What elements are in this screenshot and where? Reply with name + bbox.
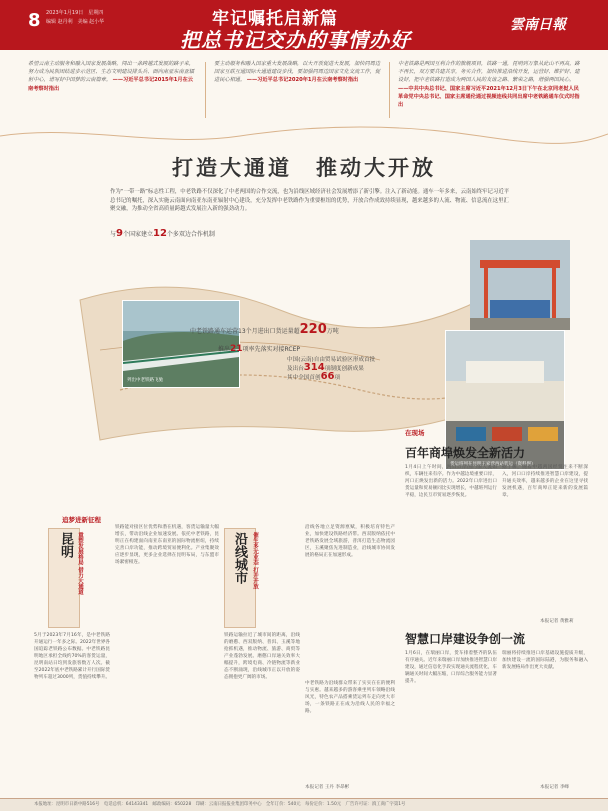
ftz-stat bbox=[287, 356, 467, 382]
stat-number: 66 bbox=[320, 371, 335, 382]
divider bbox=[205, 62, 206, 118]
photo-caption: 列出中老铁路飞驰 bbox=[127, 378, 163, 383]
intro-paragraph: 作为“一带一路”标志性工程，中老铁路不仅深化了中老两国的合作交流，也为沿线区域经济社会发展增添了新引擎。注入了新动能。通车一年多来，云南始终牢记习近平总书记的嘱托，深入实施云南面向南亚东南亚辐射中心建设，充分发挥中老铁路作为重要枢纽的优势，开放合作成效持续显现，越来越多的人流、物流、信息流在这里汇聚交融，为推动全省高质量跨越式发展注入新的强劲动力。 bbox=[110, 189, 510, 213]
quote-3 bbox=[398, 60, 582, 109]
stat-label: 推出 bbox=[218, 346, 231, 353]
photo-caption: 货运班列在昆明王家营西站装运（资料图） bbox=[450, 462, 536, 467]
article-column: 1月4日上午时间，河口口岸国门前人流如织，车辆往来有序。作为中越边境重要口岸，河口正焕发出新的活力。2022年口岸进出口货运量和贸易额同比实现增长，中越班列运行平稳，边民互市贸易逐步恢复。 bbox=[405, 465, 497, 498]
card-title: 昆明 bbox=[58, 532, 73, 558]
stat-label: 其中全国首创 bbox=[287, 375, 321, 381]
column-main-title: 把总书记交办的事情办好 bbox=[180, 28, 411, 52]
article-column: 1月6日，在瑞丽口岸，货车排着整齐的队伍有序通关。近年来瑞丽口岸加快推进智慧口岸建设，通过信息化手段实现通关流程优化，车辆通关时间大幅压缩，口岸综合服务能力显著提升。 bbox=[405, 651, 497, 684]
card-title: 沿线城市 bbox=[232, 532, 247, 584]
article-headline: 百年商埠焕发全新活力 bbox=[405, 446, 526, 460]
quote-3-source: ——中共中央总书记、国家主席习近平2021年12月3日下午在北京同老挝人民革命党中央总书记、国家主席通伦通过视频连线共同出席中老铁路通车仪式时指出 bbox=[398, 85, 580, 109]
port-photo bbox=[470, 240, 570, 330]
article-column: 据了解，随着中越两国经贸往来不断深入，河口口岸持续推进智慧口岸建设，提升通关效率，越来越多的企业在这里寻找发展机遇，百年商埠正迎来新的发展篇章。 bbox=[502, 465, 588, 498]
stat-label: 及出台 bbox=[287, 366, 304, 372]
article-column: 铁路能对接区位优势和潜在机遇，客货运输量大幅增长，带动沿线企业加速发展。依托中老铁路，昆明正在构建面向南亚东南亚的国际物流枢纽，持续完善口岸功能，推动跨境贸易便利化。产业集聚效应逐步显现，更多企业选择在昆明布局，与东盟市场紧密相连。 bbox=[115, 525, 219, 565]
article-column: 5月于2023年7月16年，是中老铁路开通运行一年多之际。2022年世界各国追踪老铁路公布数据。中老铁路昆明地区承担全线约70%的客货运量，昆明南站日均到发旅客数万人次。截至2022年底中老铁路累计开行国际货物列车超过3000列，货值持续攀升。 bbox=[34, 633, 110, 680]
byline: 本报记者 李峰 bbox=[540, 785, 570, 790]
quote-2 bbox=[214, 60, 382, 85]
quote-1-source: ——习近平总书记2015年1月在云南考察时指出 bbox=[28, 77, 193, 92]
cooperation-note bbox=[110, 228, 215, 239]
rcep-stat bbox=[218, 344, 300, 354]
footer-info: 本报地址：昆明市日新中路516号 电话总机：64143341 邮政编码：650228 印刷：云南日报报业集团印务中心 全年订价：540元 每份定价：1.50元 广告许可证：滇工商广字第1号 bbox=[34, 802, 406, 807]
quote-1 bbox=[28, 60, 198, 93]
port-photo-image bbox=[470, 240, 570, 330]
stat-label: 中老铁路通车运营13个月进出口货运量超 bbox=[190, 328, 300, 335]
stat-unit: 项 bbox=[334, 375, 341, 381]
quote-2-text: 要主动服务和融入国家重大发展战略，以大开放促进大发展，加快同周边国家互联互通国际大通道建设步伐，要加强同周边国家文化交流工作，促进民心相通。 bbox=[214, 61, 381, 84]
mechanism-count: 12 bbox=[153, 228, 167, 239]
decorative-wave bbox=[0, 124, 608, 148]
page-number: 8 bbox=[28, 10, 41, 31]
quote-3-text: 中老铁路是两国互利合作的旗舰项目，铁路一通，昆明到万象从此山不再高，路不再长，双方要共建共享，务实合作，加快推进沿线开发，运营好、维护好、建设好，把中老铁路打造成为两国人民的友谊之路、繁荣之路，增强两国民心。 bbox=[398, 61, 580, 84]
divider bbox=[389, 62, 390, 118]
article-column: 中老铁路为沿线群众带来了实实在在的便利与实惠。越来越多的游客乘坐列车领略沿线风光，特色农产品搭乘货运列车走向更大市场，一条铁路正在成为沿线人民的幸福之路。 bbox=[305, 681, 395, 714]
card-subtitle: 重塑发展格局 借力大通道 bbox=[77, 532, 83, 595]
article-headline: 智慧口岸建设争创一流 bbox=[405, 632, 526, 646]
main-headline: 打造大通道 推动大开放 bbox=[172, 155, 436, 180]
stat-number: 220 bbox=[299, 322, 327, 337]
note-mid: 个国家建立 bbox=[122, 231, 153, 238]
article-column: 沿线各地立足资源禀赋，积极培育特色产业，加快建设铁路经济带。西双版纳依托中老铁路发展全域旅游，普洱打造生态物流园区，玉溪聚焦先进制造业，沿线城市协同发展的格局正在加速形成。 bbox=[305, 525, 395, 558]
column-title: 牢记嘱托启新篇 bbox=[212, 9, 338, 29]
byline: 本报记者 黄雅莉 bbox=[540, 619, 574, 624]
editor-line: 编辑 赵丹利 美编 赵小华 bbox=[46, 19, 105, 25]
note-suffix: 个多双边合作机制 bbox=[166, 231, 215, 238]
quote-1-text: 希望云南主动服务和融入国家发展战略，闯出一条跨越式发展的路子来，努力成为民族团结进步示范区、生态文明建设排头兵、面向南亚东南亚辐射中心，谱写好中国梦的云南篇章。 bbox=[28, 61, 195, 84]
byline: 本报记者 王丹 李昂彬 bbox=[305, 785, 350, 790]
article-column: 瑞丽将持续推进口岸基础设施提质升级，加快建设一流的国际陆港，为服务和融入新发展格局作出更大贡献。 bbox=[502, 651, 588, 670]
section-label-right: 在现场 bbox=[405, 429, 425, 437]
stat-unit: 万吨 bbox=[326, 328, 339, 335]
section-label-left: 追梦进新征程 bbox=[62, 516, 101, 524]
stat-label: 中国(云南)自由贸易试验区形成首批 bbox=[287, 357, 376, 363]
article-column: 铁路运输拉近了城市间的距离，沿线的磨憨、西双版纳、普洱、玉溪等地抢抓机遇，推动物流、旅游、商贸等产业蓬勃发展。磨憨口岸通关效率大幅提升，跨境电商、冷链物流等新业态不断涌现，沿线城市正以开放的姿态拥抱更广阔的市场。 bbox=[224, 633, 300, 680]
freight-stat bbox=[190, 322, 339, 337]
date-line: 2023年1月19日 星期四 bbox=[46, 10, 104, 16]
stat-label: 项率先落实对接RCEP bbox=[242, 346, 301, 353]
newspaper-logo: 雲南日報 bbox=[510, 17, 566, 33]
stat-label: 项制度创新成果 bbox=[324, 366, 364, 372]
card-subtitle: 催生多元业态 打开开放 bbox=[252, 532, 258, 589]
stat-number: 314 bbox=[303, 362, 325, 373]
stat-number: 21 bbox=[230, 344, 243, 354]
quote-2-source: ——习近平总书记2020年1月在云南考察时指出 bbox=[246, 77, 359, 84]
country-count: 9 bbox=[116, 228, 123, 239]
note-prefix: 与 bbox=[110, 231, 117, 238]
